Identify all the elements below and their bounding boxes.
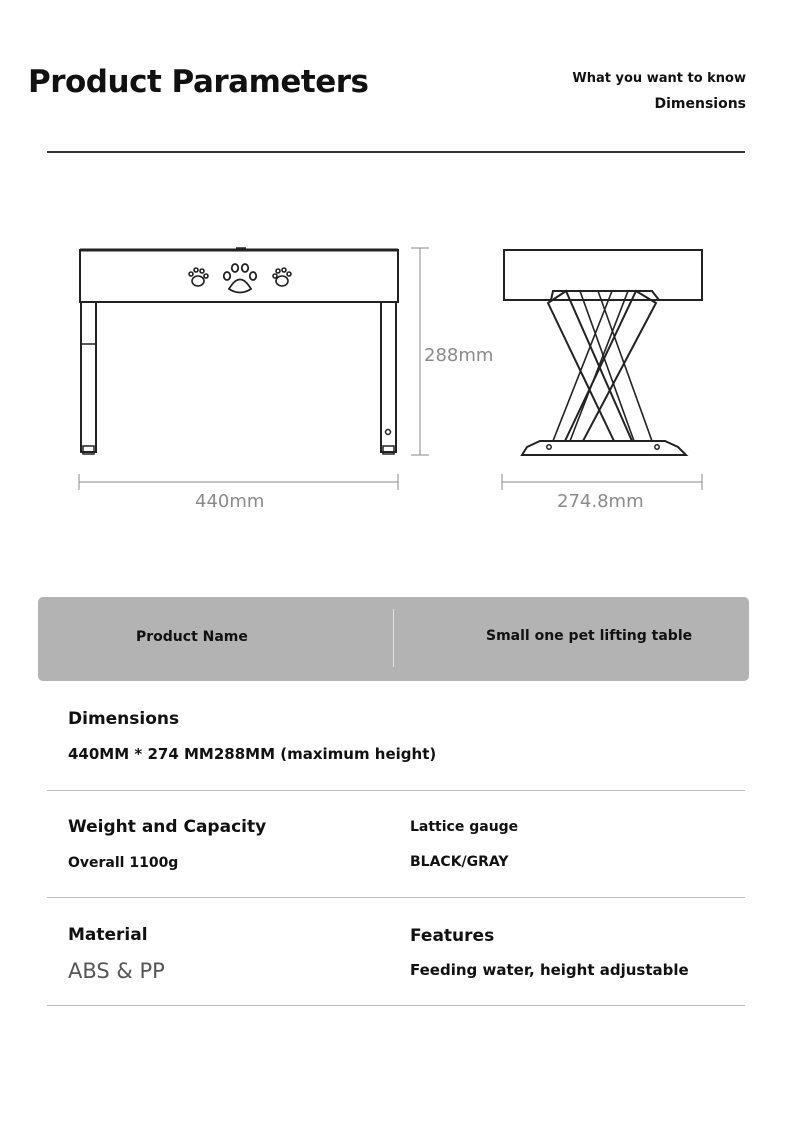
width-dimension-line — [79, 474, 398, 490]
product-name-value: Small one pet lifting table — [486, 628, 693, 644]
section-divider-2 — [47, 897, 745, 898]
product-name-divider — [393, 609, 394, 667]
page-title: Product Parameters — [28, 64, 369, 100]
paw-print-icon-center — [224, 264, 256, 293]
paw-print-icon-right — [273, 268, 291, 286]
weight-value: Overall 1100g — [68, 855, 179, 871]
header-subtitle-top: What you want to know — [572, 71, 746, 86]
section-divider-1 — [47, 790, 745, 791]
lattice-value: BLACK/GRAY — [410, 854, 509, 870]
section-divider-3 — [47, 1005, 745, 1006]
paw-print-icon-left — [189, 268, 208, 286]
material-value: ABS & PP — [68, 959, 165, 983]
dimensions-value: 440MM * 274 MM288MM (maximum height) — [68, 745, 437, 763]
features-value: Feeding water, height adjustable — [410, 961, 689, 979]
product-dimension-drawing — [0, 0, 790, 560]
side-top-slab — [504, 250, 702, 300]
header-subtitle-bottom: Dimensions — [654, 96, 746, 112]
product-name-band — [38, 597, 749, 681]
height-dimension-label: 288mm — [424, 345, 494, 366]
lattice-heading: Lattice gauge — [410, 819, 519, 835]
weight-heading: Weight and Capacity — [68, 817, 267, 837]
material-heading: Material — [68, 925, 148, 945]
features-heading: Features — [410, 926, 495, 946]
front-view — [80, 248, 398, 454]
product-name-label: Product Name — [136, 629, 248, 645]
depth-dimension-label: 274.8mm — [557, 491, 644, 512]
dimensions-heading: Dimensions — [68, 709, 180, 729]
side-view — [504, 250, 702, 455]
depth-dimension-line — [502, 474, 702, 490]
width-dimension-label: 440mm — [195, 491, 265, 512]
front-left-leg — [81, 302, 96, 452]
front-top-slab — [80, 250, 398, 302]
